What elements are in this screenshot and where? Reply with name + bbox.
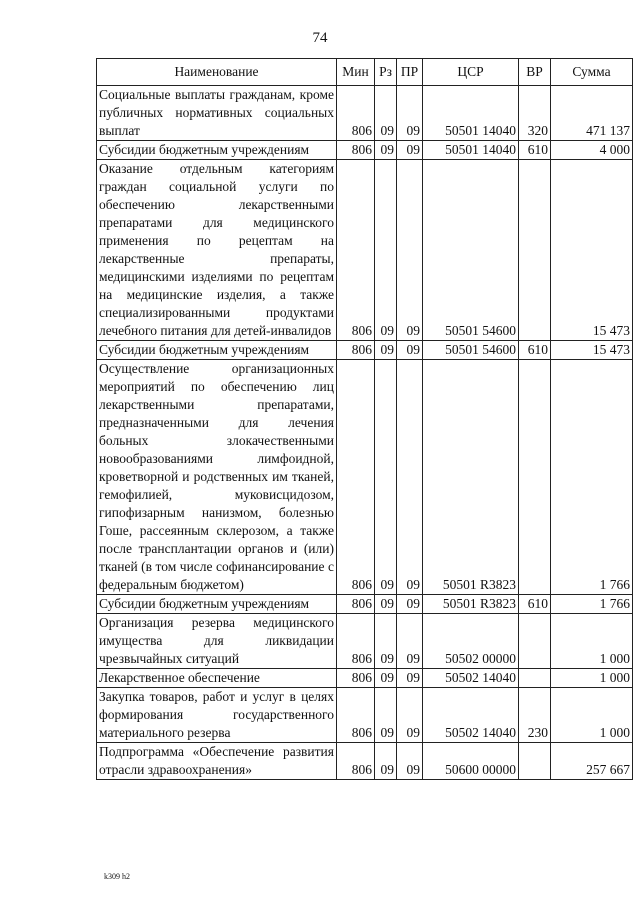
row-min: 806 (337, 141, 375, 160)
row-vr: 230 (519, 688, 551, 743)
row-csr: 50501 14040 (423, 141, 519, 160)
table-row (97, 341, 633, 360)
row-csr: 50502 14040 (423, 669, 519, 688)
row-sum: 257 667 (551, 743, 633, 780)
row-csr: 50502 14040 (423, 688, 519, 743)
row-name: Оказание отдельным категориям граждан социальной услуги по обеспечению лекарственными препаратами для медицинского применения по рецептам на лекарственные препараты, медицинскими изделиями по рецептам на медицинские изделия, а также специализированными продуктами лечебного питания для детей-инвалидов (97, 160, 337, 341)
row-pr: 09 (397, 86, 423, 141)
table-row (97, 743, 633, 780)
row-min: 806 (337, 595, 375, 614)
row-min: 806 (337, 360, 375, 595)
budget-table (96, 58, 633, 780)
row-pr: 09 (397, 688, 423, 743)
table-row (97, 595, 633, 614)
column-header-csr: ЦСР (423, 59, 519, 86)
row-name: Субсидии бюджетным учреждениям (97, 141, 337, 160)
row-vr (519, 160, 551, 341)
row-sum: 4 000 (551, 141, 633, 160)
row-pr: 09 (397, 743, 423, 780)
table-row (97, 86, 633, 141)
row-csr: 50502 00000 (423, 614, 519, 669)
row-name: Подпрограмма «Обеспечение развития отрасли здравоохранения» (97, 743, 337, 780)
row-pr: 09 (397, 160, 423, 341)
row-name: Субсидии бюджетным учреждениям (97, 341, 337, 360)
row-rz: 09 (375, 614, 397, 669)
row-sum: 1 766 (551, 595, 633, 614)
row-min: 806 (337, 86, 375, 141)
footer-code: k309 h2 (104, 872, 130, 881)
row-min: 806 (337, 341, 375, 360)
row-name: Субсидии бюджетным учреждениям (97, 595, 337, 614)
row-pr: 09 (397, 595, 423, 614)
row-pr: 09 (397, 141, 423, 160)
row-sum: 15 473 (551, 160, 633, 341)
row-vr: 610 (519, 595, 551, 614)
row-pr: 09 (397, 669, 423, 688)
row-vr (519, 360, 551, 595)
row-rz: 09 (375, 669, 397, 688)
row-name: Социальные выплаты гражданам, кроме публичных нормативных социальных выплат (97, 86, 337, 141)
row-name: Организация резерва медицинского имущества для ликвидации чрезвычайных ситуаций (97, 614, 337, 669)
row-vr (519, 743, 551, 780)
row-rz: 09 (375, 595, 397, 614)
row-min: 806 (337, 669, 375, 688)
table-row (97, 614, 633, 669)
row-rz: 09 (375, 141, 397, 160)
row-pr: 09 (397, 341, 423, 360)
row-sum: 1 000 (551, 614, 633, 669)
column-header-pr: ПР (397, 59, 423, 86)
row-name: Лекарственное обеспечение (97, 669, 337, 688)
column-header-name: Наименование (97, 59, 337, 86)
row-rz: 09 (375, 160, 397, 341)
column-header-sum: Сумма (551, 59, 633, 86)
row-csr: 50501 R3823 (423, 595, 519, 614)
row-sum: 1 000 (551, 688, 633, 743)
column-header-min: Мин (337, 59, 375, 86)
page-number: 74 (312, 30, 328, 46)
row-csr: 50501 54600 (423, 160, 519, 341)
table-row (97, 688, 633, 743)
row-sum: 1 000 (551, 669, 633, 688)
row-min: 806 (337, 160, 375, 341)
row-min: 806 (337, 688, 375, 743)
row-min: 806 (337, 614, 375, 669)
row-name: Осуществление организационных мероприятий по обеспечению лиц лекарственными препаратами, предназначенными для лечения больных злокачественными новообразованиями лимфоидной, кроветворной и родственных им тканей, гемофилией, муковисцидозом, гипофизарным нанизмом, болезнью Гоше, рассеянным склерозом, а также после трансплантации органов и (или) тканей (в том числе софинансирование с федеральным бюджетом) (97, 360, 337, 595)
row-rz: 09 (375, 86, 397, 141)
table-row (97, 160, 633, 341)
row-name: Закупка товаров, работ и услуг в целях формирования государственного материального резерва (97, 688, 337, 743)
row-vr: 610 (519, 141, 551, 160)
row-sum: 1 766 (551, 360, 633, 595)
row-csr: 50501 14040 (423, 86, 519, 141)
table-row (97, 669, 633, 688)
row-vr (519, 614, 551, 669)
row-min: 806 (337, 743, 375, 780)
row-vr: 610 (519, 341, 551, 360)
row-rz: 09 (375, 341, 397, 360)
table-row (97, 360, 633, 595)
row-vr (519, 669, 551, 688)
row-pr: 09 (397, 614, 423, 669)
row-rz: 09 (375, 360, 397, 595)
row-pr: 09 (397, 360, 423, 595)
row-csr: 50600 00000 (423, 743, 519, 780)
row-vr: 320 (519, 86, 551, 141)
column-header-vr: ВР (519, 59, 551, 86)
row-rz: 09 (375, 743, 397, 780)
row-sum: 471 137 (551, 86, 633, 141)
row-rz: 09 (375, 688, 397, 743)
row-csr: 50501 R3823 (423, 360, 519, 595)
table-header-row (97, 59, 633, 86)
row-sum: 15 473 (551, 341, 633, 360)
column-header-rz: Рз (375, 59, 397, 86)
table-row (97, 141, 633, 160)
row-csr: 50501 54600 (423, 341, 519, 360)
